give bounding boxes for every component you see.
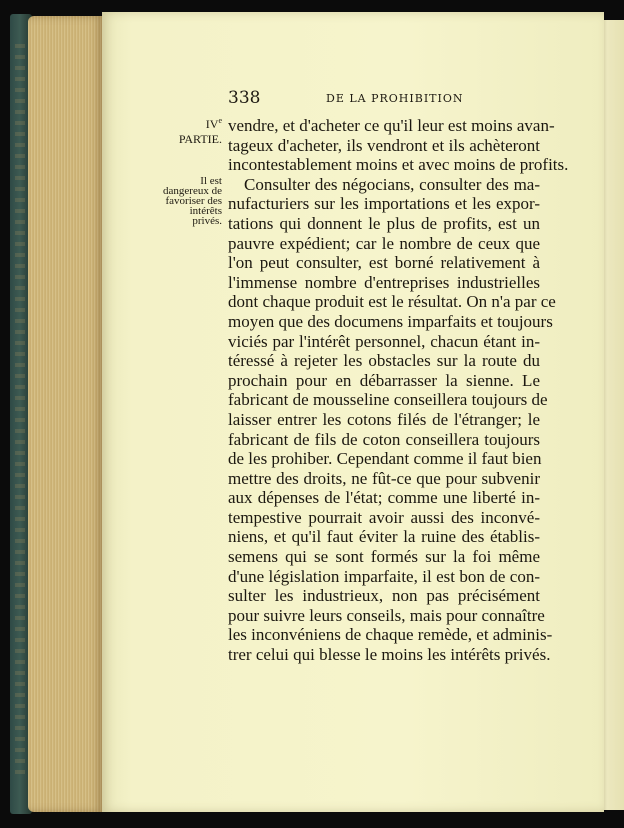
text-line: dont chaque produit est le résultat. On n'a par ce	[228, 292, 556, 312]
text-line: l'immense nombre d'entreprises industrielles	[228, 272, 540, 292]
part-numeral: IV	[205, 117, 219, 131]
text-line: nufacturiers sur les importations et les expor-	[228, 194, 540, 214]
running-head: DE LA PROHIBITION	[326, 92, 464, 105]
part-label	[160, 116, 222, 147]
text-line: fabricant de mousseline conseillera toujours de	[228, 390, 548, 410]
text-line: sulter les industrieux, non pas précisément	[228, 586, 540, 606]
text-line: incontestablement moins et avec moins de profits.	[228, 155, 569, 175]
text-line: téressé à rejeter les obstacles sur la route du	[228, 351, 540, 371]
margin-note	[160, 176, 222, 226]
page-edges	[28, 16, 104, 812]
text-line: tations qui donnent le plus de profits, est un	[228, 213, 540, 233]
page-header	[228, 88, 540, 110]
text-line: pour suivre leurs conseils, mais pour connaître	[228, 605, 545, 625]
text-line: pauvre expédient; car le nombre de ceux que	[228, 233, 540, 253]
margin-note-line: intérêts privés.	[189, 205, 222, 227]
text-line: de les prohiber. Cependant comme il faut bien	[228, 449, 542, 469]
part-word: PARTIE.	[178, 132, 222, 146]
text-line: l'on peut consulter, est borné relativement à	[228, 253, 540, 273]
text-line: tageux d'acheter, ils vendront et ils achèteront	[228, 135, 540, 155]
text-line: prochain pour en débarrasser la sienne. Le	[228, 370, 540, 390]
text-line: fabricant de fils de coton conseillera toujours	[228, 429, 540, 449]
page-number: 338	[228, 88, 261, 108]
text-line: d'une législation imparfaite, il est bon de con-	[228, 566, 540, 586]
body-text	[228, 116, 569, 665]
text-line: Consulter des négocians, consulter des ma-	[244, 174, 540, 194]
text-line: vendre, et d'acheter ce qu'il leur est moins avan-	[228, 116, 555, 135]
text-line: viciés par l'intérêt personnel, chacun étant in-	[228, 331, 540, 351]
margin-note-line: dangereux de	[163, 185, 222, 197]
text-line: trer celui qui blesse le moins les intérêts privés.	[228, 645, 551, 665]
margin-note-line: favoriser des	[165, 195, 222, 207]
text-line: niens, et qu'il faut éviter la ruine des établis-	[228, 527, 540, 547]
text-line: mettre des droits, ne fût-ce que pour subvenir	[228, 468, 540, 488]
text-line: tempestive pourrait avoir aussi des inconvé-	[228, 507, 540, 527]
text-line: semens qui se sont formés sur la foi même	[228, 547, 540, 567]
text-line: laisser entrer les cotons filés de l'étranger; le	[228, 409, 540, 429]
text-line: aux dépenses de l'état; comme une liberté in-	[228, 488, 540, 508]
text-line: moyen que des documens imparfaits et toujours	[228, 311, 553, 331]
margin-note-line: Il est	[200, 175, 222, 187]
text-line: les inconvéniens de chaque remède, et adminis-	[228, 625, 553, 645]
part-numeral-suffix: e	[218, 116, 222, 125]
